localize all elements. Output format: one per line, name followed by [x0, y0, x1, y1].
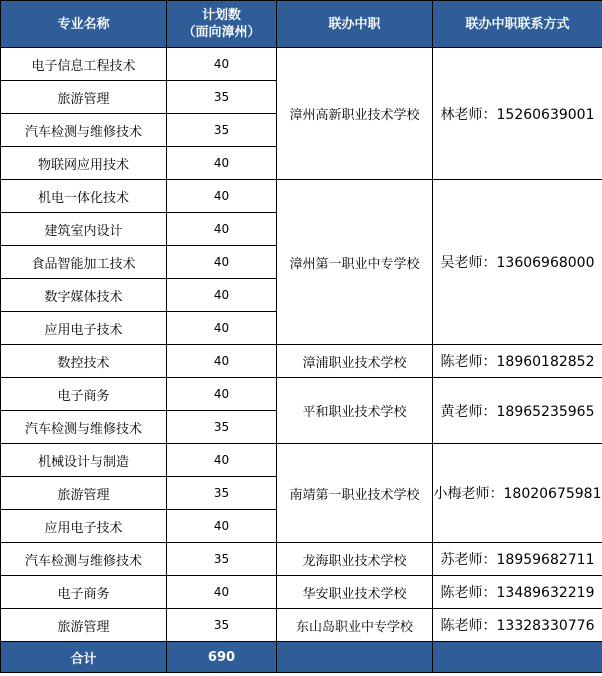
plan-count-cell: 40 — [167, 279, 277, 312]
contact-cell: 黄老师：18965235965 — [433, 378, 602, 444]
major-cell: 机电一体化技术 — [1, 180, 167, 213]
contact-cell: 吴老师：13606968000 — [433, 180, 602, 345]
header-row — [1, 1, 602, 48]
contact-cell: 小梅老师：18020675981 — [433, 444, 602, 543]
header-plan — [167, 1, 277, 48]
table-footer — [1, 642, 602, 673]
table-row — [1, 378, 602, 411]
total-row — [1, 642, 602, 673]
major-cell: 电子商务 — [1, 576, 167, 609]
plan-count-cell: 40 — [167, 444, 277, 477]
major-cell: 数控技术 — [1, 345, 167, 378]
plan-count-cell: 35 — [167, 411, 277, 444]
major-cell: 数字媒体技术 — [1, 279, 167, 312]
table-row — [1, 609, 602, 642]
table-row — [1, 576, 602, 609]
plan-count-cell: 35 — [167, 114, 277, 147]
table-row — [1, 180, 602, 213]
plan-count-cell: 35 — [167, 609, 277, 642]
plan-count-cell: 40 — [167, 312, 277, 345]
contact-cell: 陈老师：13489632219 — [433, 576, 602, 609]
plan-count-cell: 40 — [167, 48, 277, 81]
major-cell: 应用电子技术 — [1, 510, 167, 543]
plan-count-cell: 35 — [167, 543, 277, 576]
partner-school-cell: 漳州高新职业技术学校 — [277, 48, 433, 180]
table-header — [1, 1, 602, 48]
contact-cell: 陈老师：13328330776 — [433, 609, 602, 642]
major-cell: 应用电子技术 — [1, 312, 167, 345]
plan-count-cell: 40 — [167, 246, 277, 279]
partner-school-cell: 漳浦职业技术学校 — [277, 345, 433, 378]
plan-count-cell: 40 — [167, 345, 277, 378]
major-cell: 汽车检测与维修技术 — [1, 411, 167, 444]
major-cell: 旅游管理 — [1, 609, 167, 642]
table-body — [1, 48, 602, 642]
table-row — [1, 345, 602, 378]
header-plan-line2: （面向漳州） — [182, 25, 261, 40]
plan-count-cell: 40 — [167, 147, 277, 180]
plan-count-cell: 40 — [167, 213, 277, 246]
partner-school-cell: 平和职业技术学校 — [277, 378, 433, 444]
major-cell: 汽车检测与维修技术 — [1, 543, 167, 576]
major-cell: 电子信息工程技术 — [1, 48, 167, 81]
table-row — [1, 543, 602, 576]
major-cell: 机械设计与制造 — [1, 444, 167, 477]
major-cell: 汽车检测与维修技术 — [1, 114, 167, 147]
table-row — [1, 444, 602, 477]
major-cell: 建筑室内设计 — [1, 213, 167, 246]
partner-school-cell: 东山岛职业中专学校 — [277, 609, 433, 642]
plan-count-cell: 40 — [167, 378, 277, 411]
total-value: 690 — [167, 642, 277, 673]
contact-cell: 苏老师：18959682711 — [433, 543, 602, 576]
partner-school-cell: 华安职业技术学校 — [277, 576, 433, 609]
contact-cell: 林老师：15260639001 — [433, 48, 602, 180]
header-school: 联办中职 — [277, 1, 433, 48]
header-plan-line1: 计划数 — [201, 8, 241, 23]
header-contact: 联办中职联系方式 — [433, 1, 602, 48]
plan-count-cell: 35 — [167, 81, 277, 114]
header-major: 专业名称 — [1, 1, 167, 48]
major-cell: 旅游管理 — [1, 477, 167, 510]
partner-school-cell: 漳州第一职业中专学校 — [277, 180, 433, 345]
total-contact-empty — [433, 642, 602, 673]
plan-count-cell: 35 — [167, 477, 277, 510]
major-cell: 食品智能加工技术 — [1, 246, 167, 279]
total-label: 合计 — [1, 642, 167, 673]
major-cell: 电子商务 — [1, 378, 167, 411]
plan-count-cell: 40 — [167, 510, 277, 543]
contact-cell: 陈老师：18960182852 — [433, 345, 602, 378]
partner-school-cell: 龙海职业技术学校 — [277, 543, 433, 576]
plan-count-cell: 40 — [167, 180, 277, 213]
total-school-empty — [277, 642, 433, 673]
plan-count-cell: 40 — [167, 576, 277, 609]
partner-school-cell: 南靖第一职业技术学校 — [277, 444, 433, 543]
major-cell: 旅游管理 — [1, 81, 167, 114]
major-cell: 物联网应用技术 — [1, 147, 167, 180]
table-row — [1, 48, 602, 81]
